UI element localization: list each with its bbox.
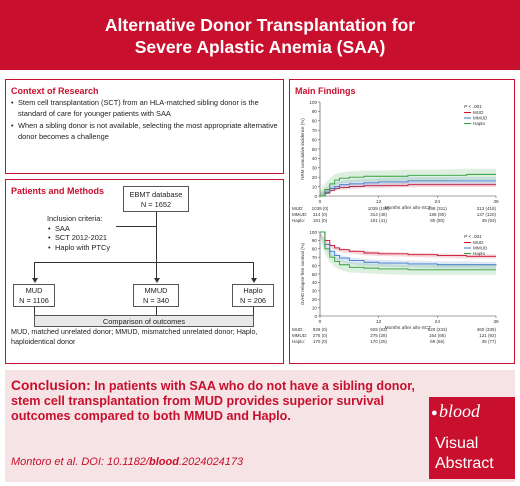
citation-journal: blood (148, 456, 179, 468)
risk-table-cell: 314 (0) (312, 212, 328, 217)
risk-table-cell: 191 (0) (312, 218, 328, 223)
citation-author: Montoro et al. DOI: 10.1182/ (11, 456, 149, 468)
flow-connector (253, 307, 254, 315)
blood-visual-abstract-logo (429, 397, 515, 479)
flow-connector (116, 226, 156, 227)
risk-table-cell: 275 (28) (370, 333, 388, 338)
inclusion-item: • Haplo with PTCy (47, 243, 110, 253)
database-node (123, 186, 189, 212)
risk-table-cell: 620 (233) (427, 327, 447, 332)
group-name: MUD (25, 286, 43, 295)
group-mmud-node (133, 284, 179, 307)
y-tick-label: 40 (311, 280, 317, 286)
risk-table-row-label: MMUD: (292, 212, 308, 217)
flow-connector (34, 307, 35, 315)
risk-table-cell: 929 (0) (312, 327, 328, 332)
flow-connector (156, 307, 157, 315)
group-name: Haplo (243, 286, 263, 295)
conclusion-body: In patients with SAA who do not have a sibling donor, stem cell transplantation from MUD provides superior survival outcomes compared to both MMUD and Haplo. (11, 379, 415, 423)
comparison-label: Comparison of outcomes (102, 317, 186, 326)
risk-table-cell: 929 (93) (370, 327, 388, 332)
y-tick-label: 70 (311, 255, 317, 260)
x-tick-label: 36 (493, 320, 499, 325)
methods-title: Patients and Methods (11, 186, 105, 196)
conclusion-lead: Conclusion: (11, 378, 91, 393)
citation[interactable] (11, 456, 243, 468)
x-tick-label: 36 (493, 200, 499, 205)
context-panel (5, 79, 284, 174)
y-tick-label: 20 (311, 175, 317, 180)
y-tick-label: 20 (311, 297, 317, 302)
findings-charts (290, 98, 514, 360)
y-tick-label: 10 (311, 184, 317, 190)
database-count: N = 1652 (140, 200, 172, 209)
findings-panel (289, 79, 515, 364)
risk-table-cell: 170 (25) (370, 339, 388, 344)
y-tick-label: 80 (311, 246, 317, 252)
legend-label: MUD (473, 110, 484, 115)
abbreviations-footnote: MUD, matched unrelated donor; MMUD, mismatched unrelated donor; Haplo, haploidentical donor (11, 327, 258, 346)
y-tick-label: 30 (311, 165, 317, 171)
risk-table-cell: 275 (0) (312, 333, 328, 338)
y-tick-label: 60 (311, 137, 317, 143)
y-tick-label: 70 (311, 128, 317, 133)
x-tick-label: 0 (318, 200, 322, 205)
y-tick-label: 90 (311, 238, 317, 244)
x-tick-label: 12 (375, 200, 382, 205)
risk-table-cell: 186 (90) (428, 212, 446, 217)
risk-table-cell: 121 (92) (479, 333, 496, 338)
risk-table-cell: 39 (93) (481, 218, 496, 223)
findings-title: Main Findings (295, 86, 356, 96)
y-tick-label: 50 (311, 146, 317, 152)
flow-connector (34, 262, 253, 263)
y-axis-label: GvHD relapse-free survival (%) (300, 242, 305, 306)
risk-table-cell: 460 (335) (476, 327, 496, 332)
y-tick-label: 40 (311, 156, 317, 162)
arrow-head (32, 278, 38, 283)
context-bullet-2: • When a sibling donor is not available, selecting the most appropriate alternative donor becomes a challenge (11, 121, 278, 142)
arrow-head (251, 278, 257, 283)
inclusion-item: • SAA (47, 224, 110, 234)
y-tick-label: 0 (314, 313, 317, 319)
comparison-node (34, 315, 254, 327)
logo-line-1: Visual (435, 435, 479, 452)
legend-label: MUD (473, 240, 484, 245)
methods-panel (5, 179, 284, 364)
legend-label: Haplo (473, 121, 486, 126)
logo-line-2: Abstract (435, 455, 494, 472)
context-bullet-1: • Stem cell transplantation (SCT) from an HLA-matched sibling donor is the standard of care for younger patients with SAA (11, 98, 278, 119)
group-mud-node (13, 284, 55, 307)
y-tick-label: 80 (311, 118, 317, 124)
risk-table-row-label: MUD: (292, 327, 304, 332)
database-label: EBMT database (129, 190, 183, 199)
risk-table-row-label: MUD: (292, 206, 304, 211)
y-tick-label: 90 (311, 109, 317, 115)
y-tick-label: 50 (311, 271, 317, 277)
logo-word: blood (439, 401, 481, 421)
risk-table-row-label: Haplo: (292, 218, 306, 223)
citation-id: .2024024173 (178, 456, 244, 468)
risk-table-cell: 69 (66) (430, 339, 445, 344)
y-tick-label: 10 (311, 305, 317, 311)
group-count: N = 1106 (19, 296, 49, 305)
y-tick-label: 30 (311, 288, 317, 294)
legend-label: MMUD (473, 245, 488, 251)
x-axis-label: Months after allo-SCT (384, 326, 432, 331)
risk-table-cell: 164 (66) (428, 333, 446, 338)
arrow-head (154, 278, 160, 283)
risk-table-cell: 1039 (150) (367, 206, 390, 211)
x-axis-label: Months after allo-SCT (384, 206, 432, 211)
y-tick-label: 100 (309, 229, 317, 235)
risk-table-row-label: Haplo: (292, 339, 306, 344)
risk-table-cell: 137 (120) (476, 212, 496, 217)
group-count: N = 206 (239, 296, 267, 305)
context-title: Context of Research (11, 86, 99, 96)
conclusion-text (11, 378, 419, 424)
flow-connector (156, 212, 157, 262)
risk-table-cell: 191 (41) (370, 218, 388, 223)
x-tick-label: 0 (318, 320, 322, 325)
risk-table-cell: 1039 (0) (311, 206, 329, 211)
group-haplo-node (232, 284, 274, 307)
title-line-2: Severe Aplastic Anemia (SAA) (134, 37, 386, 57)
legend-label: MMUD (473, 115, 488, 121)
risk-table-cell: 313 (418) (476, 206, 496, 211)
risk-table-row-label: MMUD: (292, 333, 308, 338)
y-tick-label: 60 (311, 263, 317, 269)
inclusion-criteria (47, 214, 110, 252)
y-tick-label: 100 (309, 99, 317, 105)
x-tick-label: 24 (434, 200, 441, 205)
blood-drop-icon: ● (431, 407, 438, 419)
group-count: N = 340 (142, 296, 170, 305)
conclusion-panel (5, 370, 515, 482)
inclusion-title: Inclusion criteria: (47, 214, 103, 223)
risk-table-cell: 170 (0) (312, 339, 328, 344)
legend-label: Haplo (473, 251, 486, 256)
header-banner (0, 0, 520, 70)
group-name: MMUD (144, 286, 168, 295)
title-line-1: Alternative Donor Transplantation for (104, 15, 416, 35)
inclusion-item: • SCT 2012-2021 (47, 233, 110, 243)
y-axis-label: NRM cumulative incidence (%) (300, 118, 305, 180)
risk-table-cell: 698 (311) (427, 206, 447, 211)
y-tick-label: 0 (314, 193, 317, 199)
risk-table-cell: 80 (80) (430, 218, 445, 223)
p-value-label: P < .001 (464, 235, 482, 240)
x-tick-label: 24 (434, 320, 441, 325)
risk-table-cell: 35 (77) (481, 339, 496, 344)
page-title (0, 14, 520, 58)
p-value-label: P < .001 (464, 105, 482, 110)
x-tick-label: 12 (375, 320, 382, 325)
risk-table-cell: 314 (48) (370, 212, 388, 217)
